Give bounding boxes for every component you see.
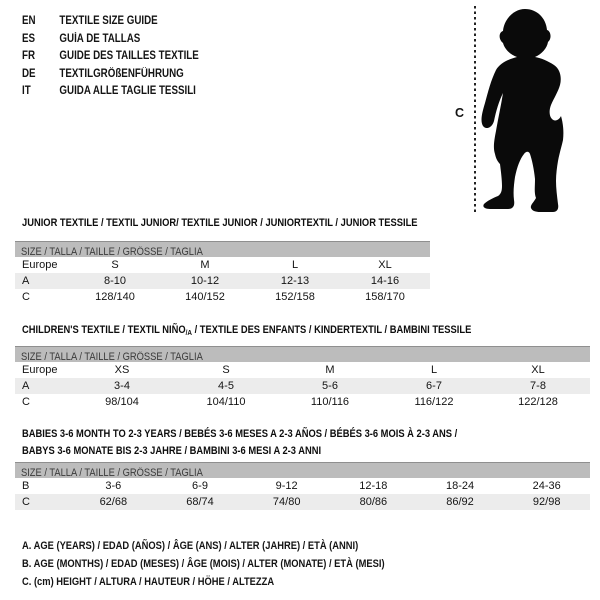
language-row (22, 48, 199, 66)
table-cell: 92/98 (532, 496, 561, 508)
table-title-text: CHILDREN'S TEXTILE / TEXTIL NIÑO (22, 324, 186, 336)
language-code: IT (22, 85, 31, 97)
table-title-line (22, 426, 457, 443)
table-cell: 4-5 (218, 380, 234, 392)
table-cell: M (200, 259, 210, 271)
table-cell: 9-12 (275, 480, 298, 492)
table-cell: L (430, 364, 438, 376)
table-row (15, 273, 430, 289)
language-list (22, 13, 230, 101)
table-cell: 6-9 (192, 480, 208, 492)
size-header-bar (15, 346, 590, 362)
table-title-text: BABYS 3-6 MONATE BIS 2-3 JAHRE / BAMBINI 3-6 MESI A 2-3 ANNI (22, 445, 322, 457)
language-title: TEXTILGRÖßENFÜHRUNG (59, 67, 184, 80)
size-header-bar (15, 241, 430, 257)
language-code: ES (22, 32, 36, 45)
table-title-line (22, 322, 471, 341)
footnote-line: A. AGE (YEARS) / EDAD (AÑOS) / ÂGE (ANS) / ALTER (JAHRE) / ETÀ (ANNI) (22, 540, 359, 552)
table-cell: 86/92 (446, 496, 474, 508)
size-header-text: SIZE / TALLA / TAILLE / GRÖSSE / TAGLIA (20, 246, 203, 258)
row-label-cell: Europe (22, 259, 58, 271)
babies-table-title (22, 426, 457, 460)
size-header-text: SIZE / TALLA / TAILLE / GRÖSSE / TAGLIA (20, 467, 203, 479)
table-title-text: JUNIOR TEXTILE / TEXTIL JUNIOR/ TEXTILE JUNIOR / JUNIORTEXTIL / JUNIOR TESSILE (22, 217, 418, 229)
language-row (22, 13, 199, 31)
table-cell: L (291, 259, 299, 271)
footnote-line: C. (cm) HEIGHT / ALTURA / HAUTEUR / HÖHE / ALTEZZA (22, 576, 275, 588)
table-cell: S (222, 364, 230, 376)
table-cell: 6-7 (426, 380, 442, 392)
table-title-line (22, 443, 457, 460)
footnote-line: B. AGE (MONTHS) / EDAD (MESES) / ÂGE (MOIS) / ALTER (MONATE) / ETÀ (MESI) (22, 558, 385, 570)
language-row (22, 83, 199, 101)
table-title-text: BABIES 3-6 MONTH TO 2-3 YEARS / BEBÉS 3-6 MESES A 2-3 AÑOS / BÉBÉS 3-6 MOIS À 2-3 ANS / (22, 428, 458, 440)
table-cell: 14-16 (370, 275, 400, 287)
row-label-cell: A (22, 275, 30, 287)
table-cell: 80/86 (359, 496, 388, 508)
table-cell: S (111, 259, 119, 271)
row-label-cell: Europe (22, 364, 58, 376)
table-title-line (22, 215, 418, 232)
table-cell: 62/68 (99, 496, 128, 508)
language-title: GUIDE DES TAILLES TEXTILE (59, 50, 199, 62)
toddler-silhouette-icon (470, 0, 590, 215)
babies-size-table (15, 462, 590, 510)
table-title-text: / TEXTILE DES ENFANTS / KINDERTEXTIL / BAMBINI TESSILE (191, 324, 472, 336)
junior-size-table (15, 241, 430, 305)
footnote-list (22, 537, 449, 591)
children-table-title (22, 322, 471, 341)
table-cell: 140/152 (185, 291, 225, 303)
junior-table-title (22, 215, 418, 232)
table-cell: 18-24 (445, 480, 475, 492)
language-row (22, 31, 199, 49)
table-cell: 12-18 (359, 480, 388, 492)
size-header-bar (15, 462, 590, 478)
table-cell: 152/158 (275, 291, 315, 303)
height-reference-label: C (455, 106, 465, 120)
table-cell: 5-6 (322, 380, 338, 392)
table-row (15, 378, 590, 394)
row-label-cell: C (22, 496, 30, 508)
table-cell: 122/128 (518, 396, 558, 408)
table-cell: 7-8 (530, 380, 546, 392)
table-title-text: /A (185, 328, 192, 337)
table-cell: 3-6 (105, 480, 122, 492)
table-cell: 128/140 (95, 291, 135, 303)
size-header-text: SIZE / TALLA / TAILLE / GRÖSSE / TAGLIA (20, 351, 203, 363)
row-label-cell: C (22, 396, 30, 408)
table-cell: 110/116 (310, 396, 350, 408)
table-cell: XS (114, 364, 130, 376)
row-label-cell: A (22, 380, 30, 392)
table-cell: 68/74 (186, 496, 214, 508)
table-cell: 3-4 (114, 380, 130, 392)
row-label-cell: C (22, 291, 30, 303)
table-cell: 116/122 (414, 396, 454, 408)
language-code: DE (22, 67, 36, 80)
table-row (15, 494, 590, 510)
language-code: FR (22, 50, 36, 62)
table-cell: XL (378, 259, 392, 271)
language-title: TEXTILE SIZE GUIDE (59, 15, 158, 27)
language-title: GUIDA ALLE TAGLIE TESSILI (59, 85, 196, 97)
table-row (15, 394, 590, 410)
table-row (15, 289, 430, 305)
children-size-table (15, 346, 590, 410)
row-label-cell: B (22, 480, 30, 492)
table-cell: 98/104 (105, 396, 139, 408)
table-cell: 158/170 (365, 291, 405, 303)
table-cell: 8-10 (103, 275, 127, 287)
table-cell: 24-36 (532, 480, 561, 492)
table-cell: 12-13 (280, 275, 310, 287)
table-cell: 104/110 (206, 396, 246, 408)
table-cell: 10-12 (190, 275, 220, 287)
table-cell: M (325, 364, 335, 376)
language-row (22, 66, 199, 84)
table-cell: XL (531, 364, 545, 376)
language-title: GUÍA DE TALLAS (59, 32, 141, 45)
table-cell: 74/80 (272, 496, 301, 508)
language-code: EN (22, 15, 36, 27)
